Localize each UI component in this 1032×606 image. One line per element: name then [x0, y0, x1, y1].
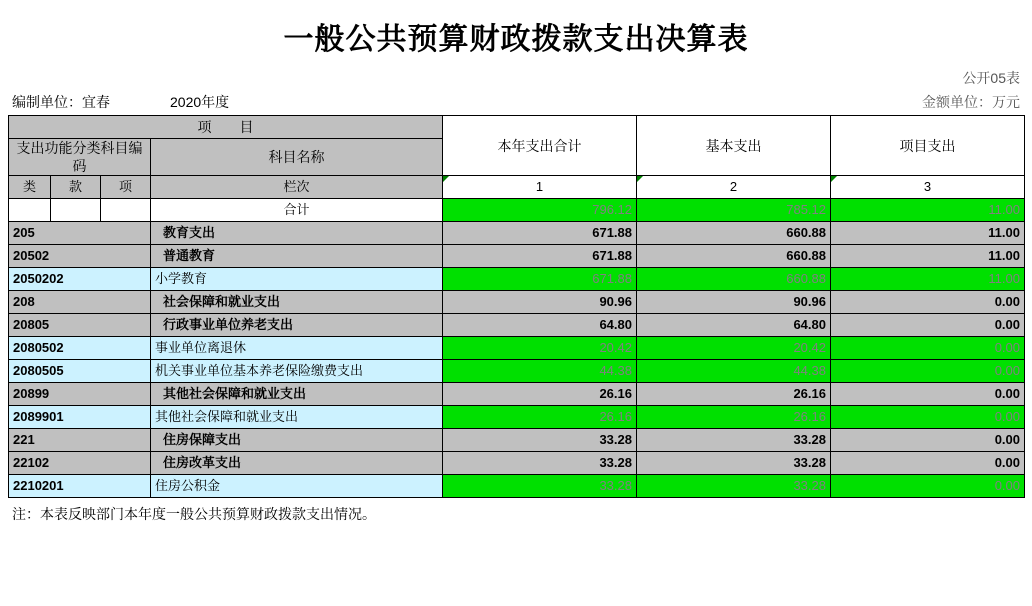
- row-name: 住房保障支出: [151, 429, 443, 452]
- row-value-basic: 44.38: [637, 360, 831, 383]
- table-row: [9, 291, 1025, 314]
- row-value-project: 11.00: [831, 222, 1025, 245]
- row-value-project: 0.00: [831, 429, 1025, 452]
- amount-unit: 金额单位：万元: [922, 94, 1020, 110]
- row-value-basic: 33.28: [637, 429, 831, 452]
- row-value-total: 671.88: [443, 268, 637, 291]
- fiscal-year: 2020年度: [170, 94, 230, 110]
- table-row: [9, 222, 1025, 245]
- row-value-total: 64.80: [443, 314, 637, 337]
- row-value-project: 11.00: [831, 245, 1025, 268]
- header-col-project: 项目支出: [831, 116, 1025, 176]
- row-value-basic: 64.80: [637, 314, 831, 337]
- header-num-3: 3: [831, 176, 1025, 199]
- table-row: [9, 360, 1025, 383]
- footnote: 注：本表反映部门本年度一般公共预算财政拨款支出情况。: [12, 506, 376, 522]
- total-value-basic: 785.12: [637, 199, 831, 222]
- header-col-name: 科目名称: [151, 139, 443, 176]
- row-name: 事业单位离退休: [151, 337, 443, 360]
- header-col-code: 支出功能分类科目编码: [9, 139, 151, 176]
- table-row: [9, 314, 1025, 337]
- header-col-basic: 基本支出: [637, 116, 831, 176]
- row-value-total: 33.28: [443, 452, 637, 475]
- row-value-total: 671.88: [443, 245, 637, 268]
- table-row: [9, 406, 1025, 429]
- table-body: [9, 222, 1025, 498]
- row-name: 其他社会保障和就业支出: [151, 406, 443, 429]
- table-header-row-1: [9, 116, 1025, 139]
- row-code-lei: 208: [9, 291, 151, 314]
- row-value-project: 0.00: [831, 314, 1025, 337]
- header-sub-xiang: 项: [101, 176, 151, 199]
- total-value-total: 796.12: [443, 199, 637, 222]
- row-value-total: 90.96: [443, 291, 637, 314]
- row-value-total: 33.28: [443, 475, 637, 498]
- header-item-group: 项 目: [9, 116, 443, 139]
- total-value-project: 11.00: [831, 199, 1025, 222]
- header-sub-kuan: 款: [51, 176, 101, 199]
- table-header-row-4: [9, 176, 1025, 199]
- header-col-total: 本年支出合计: [443, 116, 637, 176]
- row-value-basic: 660.88: [637, 222, 831, 245]
- table-row: [9, 475, 1025, 498]
- row-value-total: 26.16: [443, 406, 637, 429]
- budget-expenditure-table: [8, 115, 1025, 498]
- row-value-project: 0.00: [831, 360, 1025, 383]
- row-code-xiang: 2080502: [9, 337, 151, 360]
- row-code-xiang: 2050202: [9, 268, 151, 291]
- total-code-xiang: [101, 199, 151, 222]
- row-code-lei: 221: [9, 429, 151, 452]
- table-row: [9, 337, 1025, 360]
- row-value-basic: 660.88: [637, 245, 831, 268]
- row-value-basic: 90.96: [637, 291, 831, 314]
- table-row: [9, 245, 1025, 268]
- row-name: 小学教育: [151, 268, 443, 291]
- row-value-project: 11.00: [831, 268, 1025, 291]
- row-value-project: 0.00: [831, 383, 1025, 406]
- row-code-kuan: 20805: [9, 314, 151, 337]
- table-row: [9, 268, 1025, 291]
- meta-row: [8, 88, 1024, 115]
- row-value-project: 0.00: [831, 475, 1025, 498]
- total-code-kuan: [51, 199, 101, 222]
- row-value-total: 44.38: [443, 360, 637, 383]
- total-label: 合计: [151, 199, 443, 222]
- row-code-kuan: 22102: [9, 452, 151, 475]
- row-value-basic: 33.28: [637, 452, 831, 475]
- row-value-total: 26.16: [443, 383, 637, 406]
- form-code: 公开05表: [962, 70, 1020, 86]
- header-num-2: 2: [637, 176, 831, 199]
- row-code-xiang: 2089901: [9, 406, 151, 429]
- total-code-lei: [9, 199, 51, 222]
- row-name: 住房公积金: [151, 475, 443, 498]
- row-name: 行政事业单位养老支出: [151, 314, 443, 337]
- row-code-xiang: 2210201: [9, 475, 151, 498]
- table-total-row: [9, 199, 1025, 222]
- row-value-project: 0.00: [831, 452, 1025, 475]
- row-code-kuan: 20502: [9, 245, 151, 268]
- row-value-basic: 33.28: [637, 475, 831, 498]
- header-lanci: 栏次: [151, 176, 443, 199]
- row-value-project: 0.00: [831, 406, 1025, 429]
- row-value-total: 20.42: [443, 337, 637, 360]
- row-name: 其他社会保障和就业支出: [151, 383, 443, 406]
- row-code-xiang: 2080505: [9, 360, 151, 383]
- row-code-kuan: 20899: [9, 383, 151, 406]
- row-name: 机关事业单位基本养老保险缴费支出: [151, 360, 443, 383]
- row-name: 社会保障和就业支出: [151, 291, 443, 314]
- row-code-lei: 205: [9, 222, 151, 245]
- header-num-1: 1: [443, 176, 637, 199]
- header-sub-lei: 类: [9, 176, 51, 199]
- table-row: [9, 429, 1025, 452]
- table-row: [9, 383, 1025, 406]
- page-title: 一般公共预算财政拨款支出决算表: [283, 22, 749, 57]
- row-name: 普通教育: [151, 245, 443, 268]
- row-name: 教育支出: [151, 222, 443, 245]
- row-name: 住房改革支出: [151, 452, 443, 475]
- row-value-basic: 26.16: [637, 383, 831, 406]
- table-row: [9, 452, 1025, 475]
- compiling-unit: 编制单位：宜春: [12, 94, 110, 110]
- row-value-total: 671.88: [443, 222, 637, 245]
- row-value-basic: 26.16: [637, 406, 831, 429]
- row-value-basic: 20.42: [637, 337, 831, 360]
- row-value-total: 33.28: [443, 429, 637, 452]
- row-value-project: 0.00: [831, 291, 1025, 314]
- row-value-project: 0.00: [831, 337, 1025, 360]
- row-value-basic: 660.88: [637, 268, 831, 291]
